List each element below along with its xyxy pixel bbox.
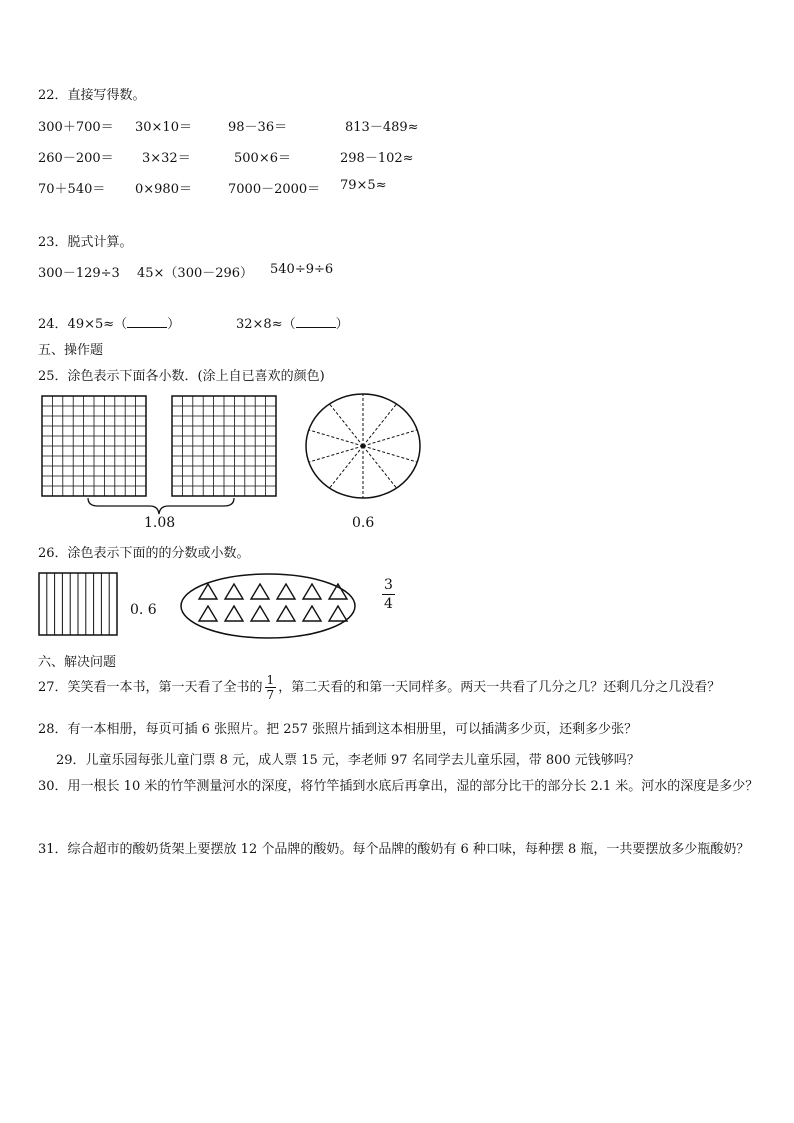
q27-fraction [265,673,277,702]
q31: 31．综合超市的酸奶货架上要摆放 12 个品牌的酸奶。每个品牌的酸奶有 6 种口味，每种摆 8 瓶，一共要摆放多少瓶酸奶？ [38,842,750,857]
q27 [38,672,720,704]
q22-r2c2: 3×32＝ [142,151,191,166]
q22-r2c3: 500×6＝ [234,151,291,166]
q22-r1c2: 30×10＝ [135,120,192,135]
q26-triangles-figure [178,570,368,640]
q25-figures [38,392,518,542]
q25-grid-label: 1.08 [144,515,176,531]
q24-b [236,313,349,332]
q22-r2c1: 260－200＝ [38,151,114,166]
q22-r3c2: 0×980＝ [135,182,192,197]
q22-r1c4: 813－489≈ [345,120,419,135]
q23-item-2: 45×（300－296） [137,266,254,281]
q22-title: 22．直接写得数。 [38,88,146,103]
circle-ten-parts[interactable] [306,394,420,498]
q24-b-blank[interactable] [296,315,336,328]
q27-after: ，第二天看的和第一天同样多。两天一共看了几分之几？还剩几分之几没看？ [278,680,721,695]
q26-frac-den: 4 [384,596,393,612]
q26-title: 26．涂色表示下面的的分数或小数。 [38,546,250,561]
q22-r2c4: 298－102≈ [340,151,414,166]
oval-with-triangles[interactable] [181,574,355,638]
q27-frac-den: 7 [266,688,275,702]
q24-a-suffix: ） [167,317,181,332]
q23-item-3: 540÷9÷6 [270,262,334,277]
q23-title: 23．脱式计算。 [38,235,133,250]
q24-b-prefix: 32×8≈（ [236,317,296,332]
q23-item-1: 300－129÷3 [38,266,120,281]
q22-r1c1: 300＋700＝ [38,120,114,135]
q26-bars-label: 0. 6 [130,602,157,618]
brace-under-grids [88,498,234,514]
section-6-heading: 六、解决问题 [38,655,117,670]
hundred-grid-right[interactable] [172,396,276,496]
q24-b-suffix: ） [335,317,349,332]
q30: 30．用一根长 10 米的竹竿测量河水的深度，将竹竿插到水底后再拿出，湿的部分比干的部分长 2.1 米。河水的深度是多少？ [38,779,759,794]
q24-a [38,313,180,332]
q26-frac-num: 3 [384,577,393,593]
q24-a-prefix: 24．49×5≈（ [38,317,128,332]
q27-frac-num: 1 [266,673,275,687]
q24-a-blank[interactable] [127,315,167,328]
hundred-grid-left[interactable] [42,396,146,496]
q22-r3c3: 7000－2000＝ [228,182,321,197]
q25-circle-label: 0.6 [352,515,375,531]
q29: 29．儿童乐园每张儿童门票 8 元，成人票 15 元，李老师 97 名同学去儿童乐园，带 800 元钱够吗？ [56,753,640,768]
q27-before: 27．笑笑看一本书，第一天看了全书的 [38,680,263,695]
q28: 28．有一本相册，每页可插 6 张照片。把 257 张照片插到这本相册里，可以插满多少页，还剩多少张？ [38,722,638,737]
vertical-bars-rectangle[interactable] [39,573,117,635]
q22-r3c4: 79×5≈ [340,178,387,193]
q26-fraction [380,576,397,613]
q25-title: 25．涂色表示下面各小数．(涂上自已喜欢的颜色) [38,369,325,384]
section-5-heading: 五、操作题 [38,343,104,358]
q22-r1c3: 98－36＝ [228,120,288,135]
q22-r3c1: 70＋540＝ [38,182,106,197]
